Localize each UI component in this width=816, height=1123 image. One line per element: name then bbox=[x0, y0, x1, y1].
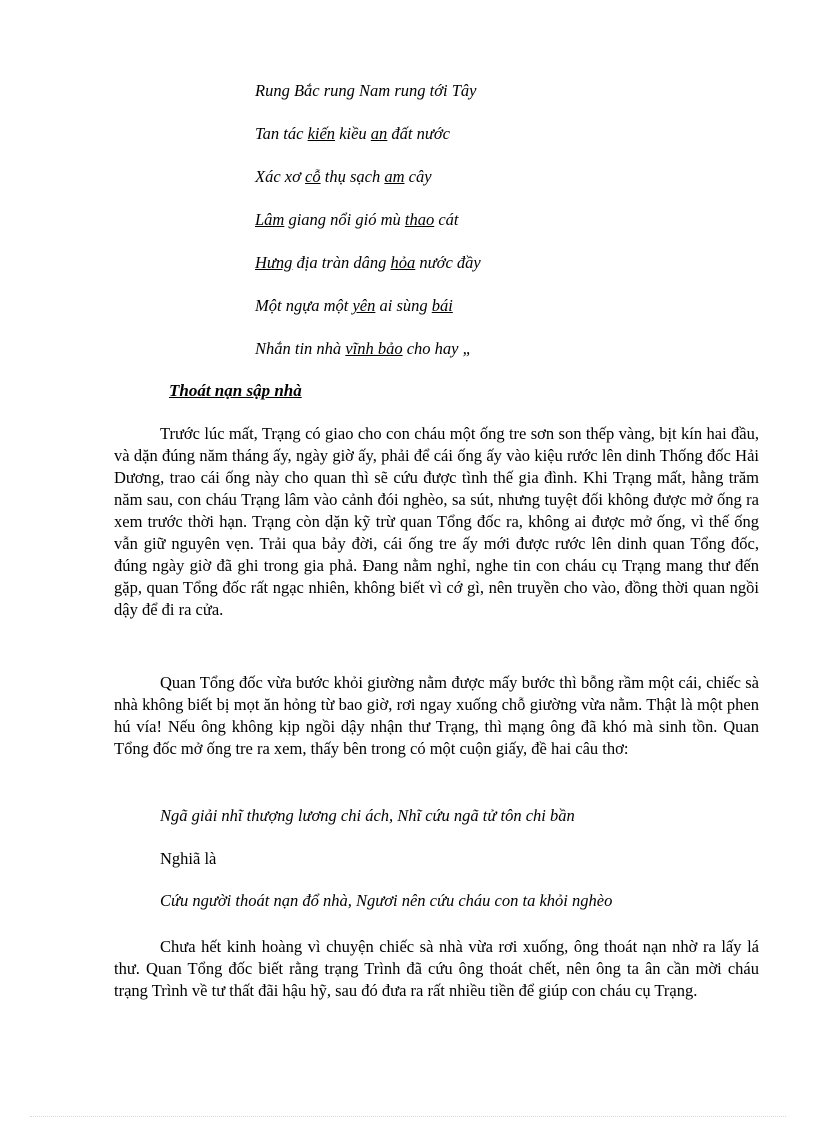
underlined-word: cỗ bbox=[305, 167, 321, 186]
poem-text: ai sùng bbox=[375, 296, 432, 315]
poem-text: Một ngựa một bbox=[255, 296, 353, 315]
poem-text: kiều bbox=[335, 124, 371, 143]
poem-text: Xác xơ bbox=[255, 167, 306, 186]
poem-line-1 bbox=[255, 80, 675, 102]
paragraph-2: Quan Tổng đốc vừa bước khỏi giường nằm được mấy bước thì bỗng rầm một cái, chiếc sà nhà không biết bị mọt ăn hỏng từ bao giờ, rơi ngay xuống chỗ giường vừa nằm. Thật là một phen hú vía! Nếu ông không kịp ngồi dậy nhận thư Trạng, thì mạng ông đã khó mà sinh tồn. Quan Tổng đốc mở ống tre ra xem, thấy bên trong có một cuộn giấy, đề hai câu thơ: bbox=[114, 673, 759, 758]
underlined-word: an bbox=[370, 124, 388, 143]
underlined-word: Lâm bbox=[255, 210, 285, 229]
poem-text: nước đầy bbox=[415, 253, 481, 272]
page-bottom-divider bbox=[30, 1116, 786, 1117]
poem-line-7 bbox=[255, 338, 675, 360]
section-title: Thoát nạn sập nhà bbox=[169, 381, 302, 400]
poem-text: cây bbox=[404, 167, 432, 186]
poem-text: thụ sạch bbox=[320, 167, 385, 186]
underlined-word: yên bbox=[352, 296, 376, 315]
underlined-word: Hưng bbox=[255, 253, 293, 272]
meaning-label: Nghiã là bbox=[160, 849, 217, 868]
poem-line-6 bbox=[255, 295, 675, 317]
poem-text: địa tràn dâng bbox=[292, 253, 391, 272]
poem-text: giang nổi gió mù bbox=[284, 210, 405, 229]
poem-text: Tan tác bbox=[255, 124, 308, 143]
underlined-word: am bbox=[384, 167, 405, 186]
poem-text: cho hay „ bbox=[402, 339, 472, 358]
poem bbox=[255, 80, 675, 381]
underlined-word: vĩnh bảo bbox=[345, 339, 403, 358]
paragraph-1: Trước lúc mất, Trạng có giao cho con cháu một ống tre sơn son thếp vàng, bịt kín hai đầu, và dặn đúng năm tháng ấy, ngày giờ ấy, phải để cái ống ấy vào kiệu rước lên dinh Thống đốc Hải Dương, trao cái ống này cho quan thì sẽ cứu được tình thế gia đình. Khi Trạng mất, hằng trăm năm sau, con cháu Trạng lâm vào cảnh đói nghèo, sa sút, nhưng tuyệt đối không được mở ống ra xem trước thời hạn. Trạng còn dặn kỹ trừ quan Tổng đốc ra, không ai được mở ống, vì thế ống vẫn giữ nguyên vẹn. Trải qua bảy đời, cái ống tre ấy mới được rước lên dinh quan Tổng đốc, đúng ngày giờ đã ghi trong gia phả. Đang nằm nghỉ, nghe tin con cháu cụ Trạng mang thư đến gặp, quan Tổng đốc rất ngạc nhiên, không biết vì cớ gì, nên truyền cho vào, đồng thời quan ngồi dậy để đi ra cửa. bbox=[114, 424, 759, 619]
underlined-word: bái bbox=[431, 296, 453, 315]
poem-line-2 bbox=[255, 123, 675, 145]
verse-original: Ngã giải nhĩ thượng lương chi ách, Nhĩ cứu ngã tử tôn chi bần bbox=[160, 806, 575, 825]
poem-line-4 bbox=[255, 209, 675, 231]
poem-text: cát bbox=[434, 210, 459, 229]
poem-text: Nhắn tin nhà bbox=[255, 339, 346, 358]
paragraph-3: Chưa hết kinh hoàng vì chuyện chiếc sà nhà vừa rơi xuống, ông thoát nạn nhờ ra lấy lá thư. Quan Tổng đốc biết rằng trạng Trình đã cứu ông thoát chết, nên ông ta ân cần mời cháu trạng Trình về tư thất đãi hậu hỹ, sau đó đưa ra rất nhiều tiền để giúp con cháu cụ Trạng. bbox=[114, 937, 759, 1000]
underlined-word: hỏa bbox=[390, 253, 416, 272]
underlined-word: thao bbox=[404, 210, 435, 229]
poem-text: đất nước bbox=[387, 124, 451, 143]
poem-line-5 bbox=[255, 252, 675, 274]
underlined-word: kiến bbox=[307, 124, 336, 143]
poem-text: Rung Bắc rung Nam rung tới Tây bbox=[255, 81, 477, 100]
verse-translation: Cứu người thoát nạn đổ nhà, Ngươi nên cứu cháu con ta khỏi nghèo bbox=[160, 891, 613, 910]
poem-line-3 bbox=[255, 166, 675, 188]
